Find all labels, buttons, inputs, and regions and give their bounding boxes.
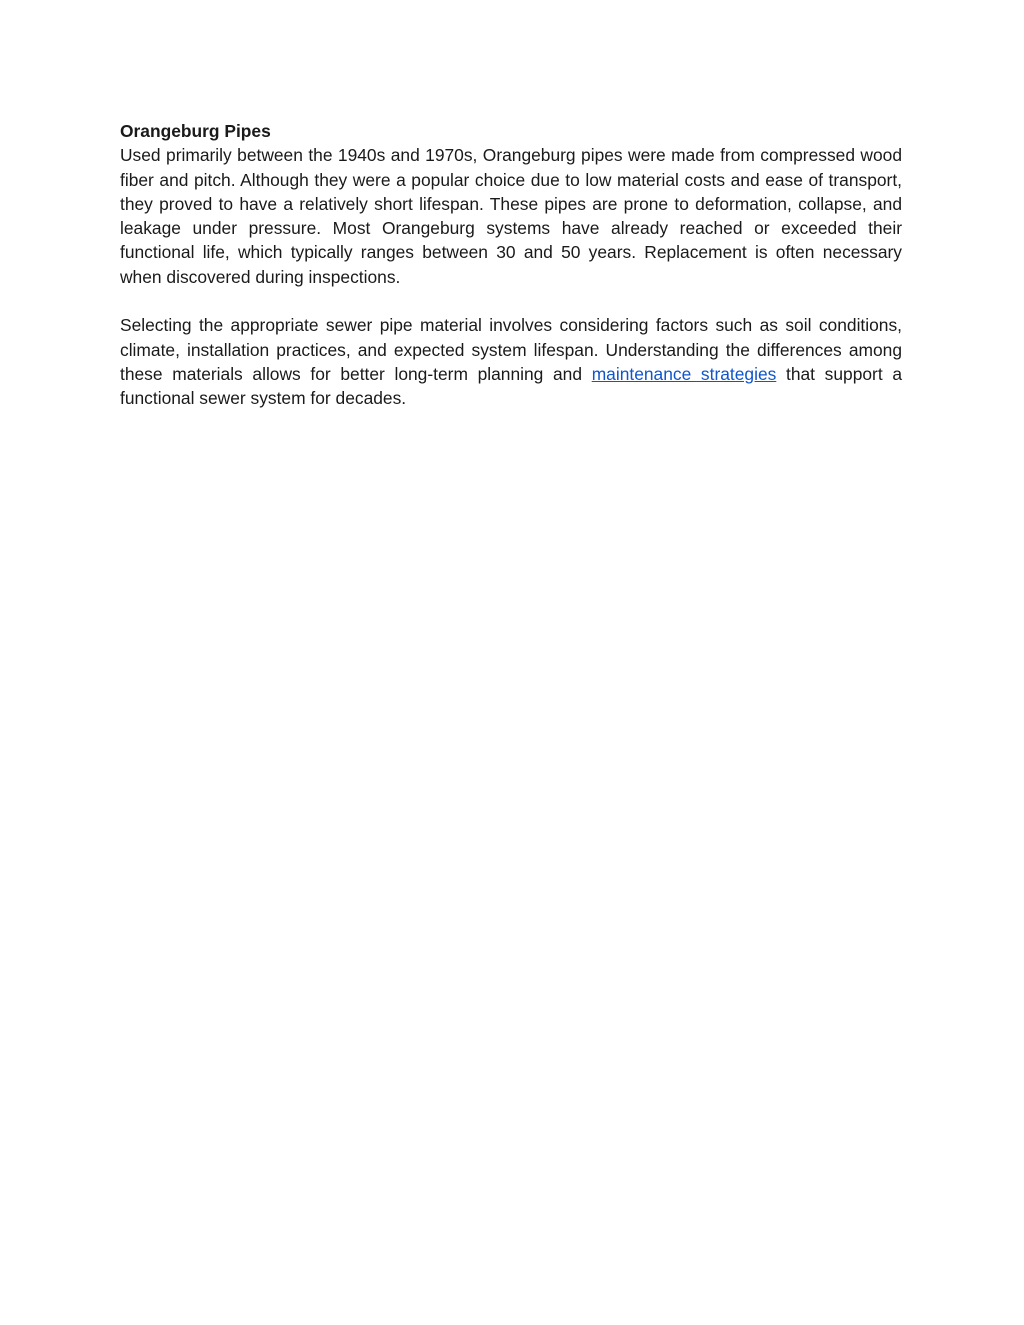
- paragraph-orangeburg: Used primarily between the 1940s and 1970s, Orangeburg pipes were made from compressed wood fiber and pitch. Although they were a popular choice due to low material costs and ease of transport, they proved to have a relatively short lifespan. These pipes are prone to deformation, collapse, and leakage under pressure. Most Orangeburg systems have already reached or exceeded their functional life, which typically ranges between 30 and 50 years. Replacement is often necessary when discovered during inspections.: [120, 145, 902, 287]
- paragraph-selection: [120, 313, 902, 410]
- paragraph-selection-text-before: Selecting the appropriate sewer pipe material involves considering factors such as soil conditions, climate, installation practices, and expected system lifespan. Understanding the differences among these materials allows for better long-term planning and: [120, 315, 902, 384]
- section-heading: Orangeburg Pipes: [120, 121, 271, 141]
- document-body: [120, 119, 902, 411]
- paragraph-selection-text-after: that support a functional sewer system for decades.: [120, 363, 902, 409]
- maintenance-strategies-link[interactable]: maintenance strategies: [591, 363, 777, 384]
